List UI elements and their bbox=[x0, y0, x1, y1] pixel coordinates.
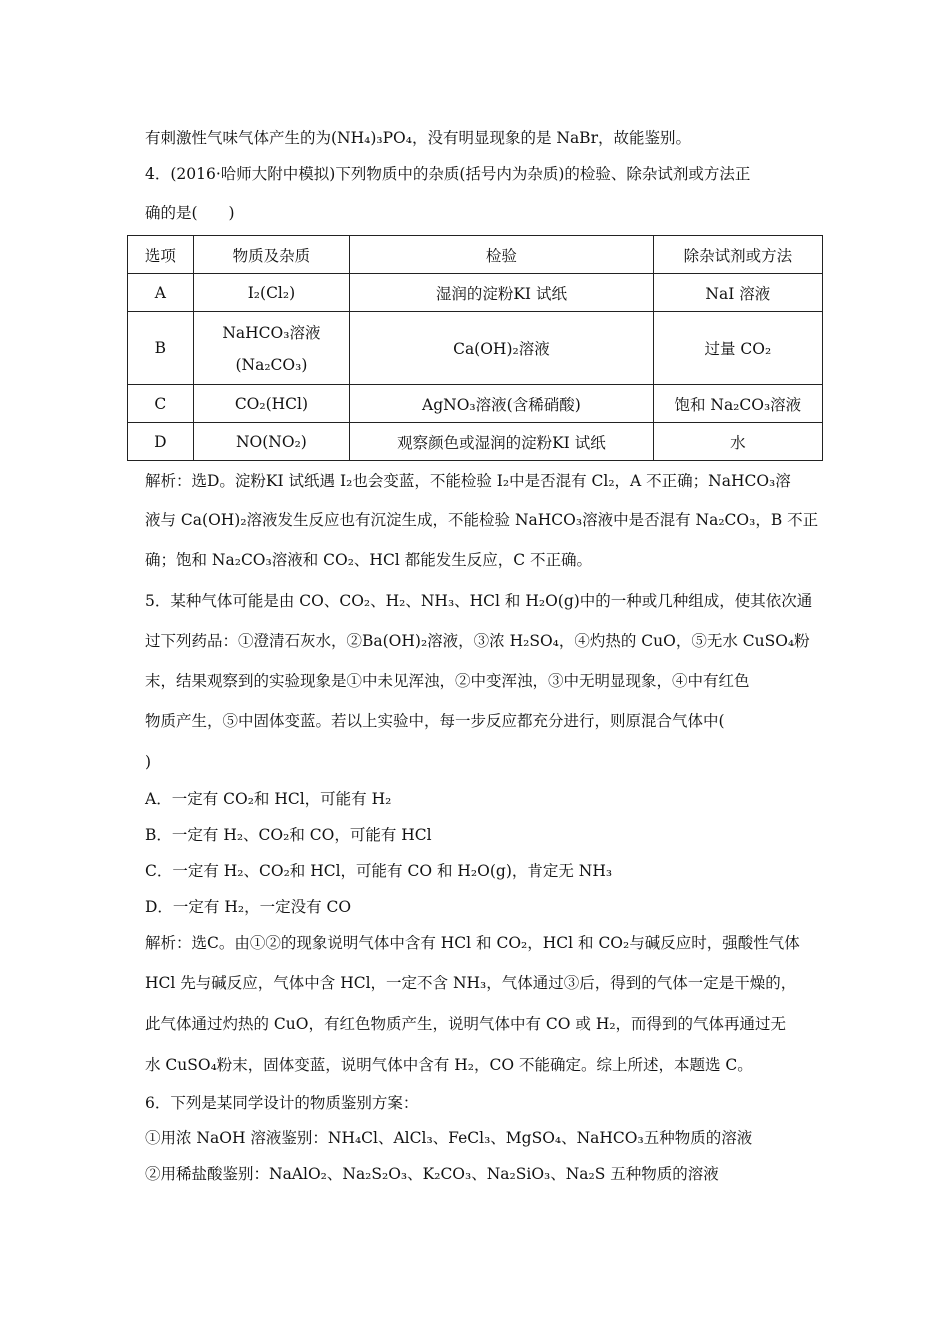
table-header-cell: 物质及杂质 bbox=[193, 236, 349, 274]
table-header-cell: 选项 bbox=[128, 236, 194, 274]
question-4-stem-cont: 确的是( ) bbox=[145, 204, 235, 222]
question-4-stem: 4．(2016·哈师大附中模拟)下列物质中的杂质(括号内为杂质)的检验、除杂试剂或方法正 bbox=[145, 165, 751, 183]
table-row bbox=[128, 423, 823, 461]
question-5-stem-line2: 过下列药品：①澄清石灰水，②Ba(OH)₂溶液，③浓 H₂SO₄，④灼热的 CuO，⑤无水 CuSO₄粉 bbox=[145, 632, 810, 650]
table-header-cell: 检验 bbox=[350, 236, 654, 274]
table-cell-substance: NO(NO₂) bbox=[193, 423, 349, 461]
question-6-item-2: ②用稀盐酸鉴别：NaAlO₂、Na₂S₂O₃、K₂CO₃、Na₂SiO₃、Na₂S 五种物质的溶液 bbox=[145, 1165, 719, 1183]
table-row bbox=[128, 385, 823, 423]
question-5-stem-line3: 末，结果观察到的实验现象是①中未见浑浊，②中变浑浊，③中无明显现象，④中有红色 bbox=[145, 672, 750, 690]
question-5-option-b: B．一定有 H₂、CO₂和 CO，可能有 HCl bbox=[145, 826, 432, 844]
question-5-stem-line1: 5．某种气体可能是由 CO、CO₂、H₂、NH₃、HCl 和 H₂O(g)中的一种或几种组成，使其依次通 bbox=[145, 592, 813, 610]
question-6-stem: 6．下列是某同学设计的物质鉴别方案： bbox=[145, 1094, 419, 1112]
table-cell-substance: CO₂(HCl) bbox=[193, 385, 349, 423]
question-5-option-c: C．一定有 H₂、CO₂和 HCl，可能有 CO 和 H₂O(g)，肯定无 NH₃ bbox=[145, 862, 613, 880]
table-cell-option: C bbox=[128, 385, 194, 423]
table-cell-test: Ca(OH)₂溶液 bbox=[350, 312, 654, 385]
table-header-row bbox=[128, 236, 823, 274]
question-6-item-1: ①用浓 NaOH 溶液鉴别：NH₄Cl、AlCl₃、FeCl₃、MgSO₄、NaHCO₃五种物质的溶液 bbox=[145, 1129, 753, 1147]
table-cell-test: AgNO₃溶液(含稀硝酸) bbox=[350, 385, 654, 423]
table-cell-substance-line1: NaHCO₃溶液 bbox=[222, 324, 321, 342]
table-cell-method: 水 bbox=[653, 423, 822, 461]
text-line: 有刺激性气味气体产生的为(NH₄)₃PO₄，没有明显现象的是 NaBr，故能鉴别。 bbox=[145, 129, 691, 147]
table-header-cell: 除杂试剂或方法 bbox=[653, 236, 822, 274]
analysis-5-line1: 解析：选C。由①②的现象说明气体中含有 HCl 和 CO₂，HCl 和 CO₂与碱反应时，强酸性气体 bbox=[145, 934, 800, 952]
table-cell-test: 湿润的淀粉KI 试纸 bbox=[350, 274, 654, 312]
table-cell-method: NaI 溶液 bbox=[653, 274, 822, 312]
analysis-5-line3: 此气体通过灼热的 CuO，有红色物质产生，说明气体中有 CO 或 H₂，而得到的气体再通过无 bbox=[145, 1015, 787, 1033]
analysis-5-line2: HCl 先与碱反应，气体中含 HCl，一定不含 NH₃，气体通过③后，得到的气体一定是干燥的， bbox=[145, 974, 797, 992]
table-cell-test: 观察颜色或湿润的淀粉KI 试纸 bbox=[350, 423, 654, 461]
analysis-4-line3: 确；饱和 Na₂CO₃溶液和 CO₂、HCl 都能发生反应，C 不正确。 bbox=[145, 551, 592, 569]
table-cell-option: D bbox=[128, 423, 194, 461]
table-cell-substance: I₂(Cl₂) bbox=[193, 274, 349, 312]
question-5-stem-line4: 物质产生，⑤中固体变蓝。若以上实验中，每一步反应都充分进行，则原混合气体中( bbox=[145, 712, 725, 730]
question-5-option-a: A．一定有 CO₂和 HCl，可能有 H₂ bbox=[145, 790, 392, 808]
analysis-4-line1: 解析：选D。淀粉KI 试纸遇 I₂也会变蓝，不能检验 I₂中是否混有 Cl₂，A 不正确；NaHCO₃溶 bbox=[145, 472, 791, 490]
table-row bbox=[128, 274, 823, 312]
table-cell-option: A bbox=[128, 274, 194, 312]
table-row bbox=[128, 312, 823, 385]
analysis-4-line2: 液与 Ca(OH)₂溶液发生反应也有沉淀生成，不能检验 NaHCO₃溶液中是否混有 Na₂CO₃，B 不正 bbox=[145, 511, 819, 529]
table-cell-method: 过量 CO₂ bbox=[653, 312, 822, 385]
table-cell-option: B bbox=[128, 312, 194, 385]
table-cell-method: 饱和 Na₂CO₃溶液 bbox=[653, 385, 822, 423]
question-5-option-d: D．一定有 H₂，一定没有 CO bbox=[145, 898, 352, 916]
question-5-stem-line5: ) bbox=[145, 753, 152, 771]
table-cell-substance-line2: (Na₂CO₃) bbox=[235, 356, 308, 374]
table-cell-substance bbox=[193, 312, 349, 385]
analysis-5-line4: 水 CuSO₄粉末，固体变蓝，说明气体中含有 H₂，CO 不能确定。综上所述，本题选 C。 bbox=[145, 1056, 753, 1074]
question-4-table bbox=[127, 235, 823, 461]
